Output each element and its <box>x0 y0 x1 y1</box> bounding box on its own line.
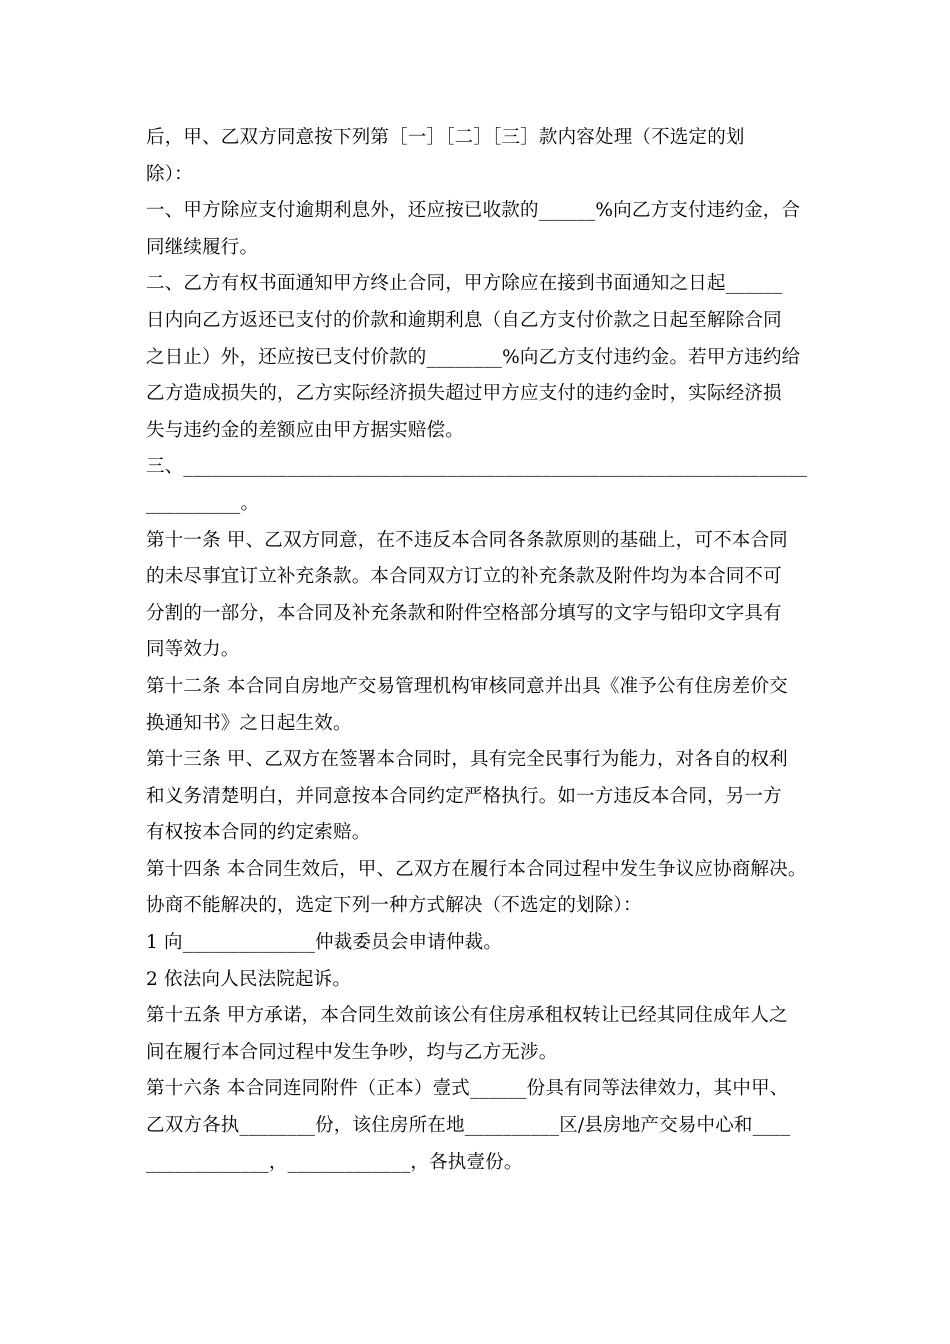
text-line: 二、乙方有权书面通知甲方终止合同，甲方除应在接到书面通知之日起______ <box>146 273 783 295</box>
text-line: 一、甲方除应支付逾期利息外，还应按已收款的______%向乙方支付违约金，合 <box>146 200 801 222</box>
text-line: 第十四条 本合同生效后，甲、乙双方在履行本合同过程中发生争议应协商解决。 <box>146 858 807 880</box>
text-line: 第十三条 甲、乙双方在签署本合同时，具有完全民事行为能力，对各自的权利 <box>146 749 788 771</box>
text-line: _____________，_____________，各执壹份。 <box>146 1151 523 1173</box>
text-line: 1 向______________仲裁委员会申请仲裁。 <box>146 932 503 954</box>
text-line: __________。 <box>146 492 260 514</box>
text-line: 同继续履行。 <box>146 236 259 258</box>
text-line: 2 依法向人民法院起诉。 <box>146 968 352 990</box>
text-line: 除）： <box>146 163 193 185</box>
text-line: 有权按本合同的约定索赔。 <box>146 822 371 844</box>
text-line: 后，甲、乙双方同意按下列第［一］［二］［三］款内容处理（不选定的划 <box>146 127 745 148</box>
text-line: 失与违约金的差额应由甲方据实赔偿。 <box>146 419 464 441</box>
text-line: 日内向乙方返还已支付的价款和逾期利息（自乙方支付价款之日起至解除合同 <box>146 309 782 331</box>
text-line: 和义务清楚明白，并同意按本合同约定严格执行。如一方违反本合同，另一方 <box>146 785 782 807</box>
text-line: 第十五条 甲方承诺，本合同生效前该公有住房承租权转让已经其同住成年人之 <box>146 1005 788 1027</box>
text-line: 第十二条 本合同自房地产交易管理机构审核同意并出具《准予公有住房差价交 <box>146 675 788 697</box>
text-line: 协商不能解决的，选定下列一种方式解决（不选定的划除）： <box>146 895 642 917</box>
text-line: 分割的一部分，本合同及补充条款和附件空格部分填写的文字与铅印文字具有 <box>146 602 782 624</box>
text-line: 第十一条 甲、乙双方同意，在不违反本合同各条款原则的基础上，可不本合同 <box>146 529 788 551</box>
contract-page <box>146 120 826 1181</box>
text-line: 同等效力。 <box>146 639 240 661</box>
text-line: 乙双方各执________份，该住房所在地__________区/县房地产交易中心和____ <box>146 1115 791 1137</box>
text-line: 乙方造成损失的，乙方实际经济损失超过甲方应支付的违约金时，实际经济损 <box>146 383 782 405</box>
text-line: 换通知书》之日起生效。 <box>146 712 352 734</box>
text-line: 的未尽事宜订立补充条款。本合同双方订立的补充条款及附件均为本合同不可 <box>146 566 782 588</box>
text-line: 之日止）外，还应按已支付价款的________%向乙方支付违约金。若甲方违约给 <box>146 346 801 368</box>
text-line: 间在履行本合同过程中发生争吵，均与乙方无涉。 <box>146 1041 558 1063</box>
text-line: 三、__________________________________________________________________ <box>146 456 808 478</box>
text-line: 第十六条 本合同连同附件（正本）壹式______份具有同等法律效力，其中甲、 <box>146 1078 789 1100</box>
